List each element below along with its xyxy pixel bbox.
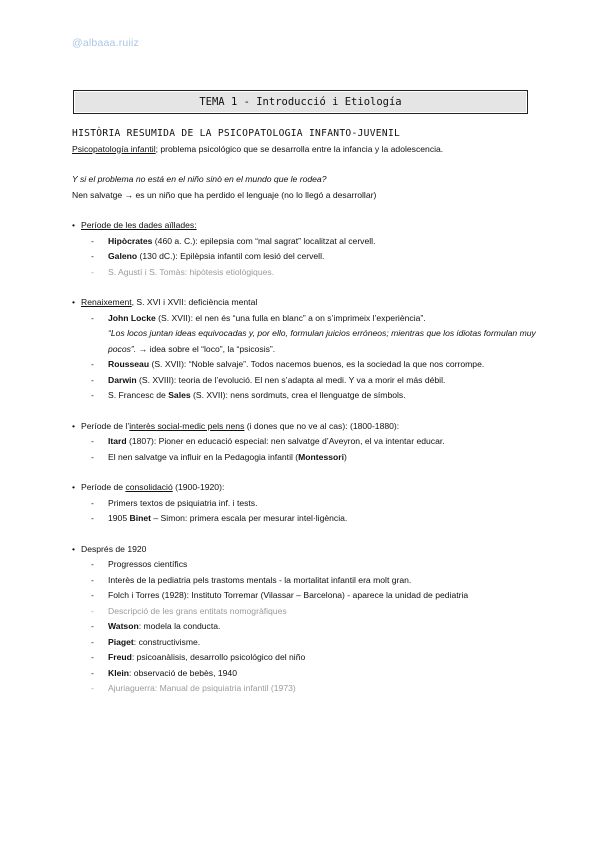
document-body <box>72 126 542 697</box>
period-isolated-data <box>72 218 542 280</box>
list-item: - El nen salvatge va influir en la Pedagogia infantil (Montessori) <box>91 451 347 462</box>
period-title: Renaixement <box>81 297 132 307</box>
author-watermark: @albaaa.ruiiz <box>72 37 139 49</box>
list-item: - Klein: observació de bebès, 1940 <box>91 667 237 678</box>
list-item: - Watson: modela la conducta. <box>91 621 221 631</box>
list-item: - S. Francesc de Sales (S. XVII): nens sordmuts, crea el llenguatge de símbols. <box>91 390 406 400</box>
period-after-1920 <box>72 542 542 697</box>
period-title: consolidació <box>125 482 173 492</box>
bullet-icon: • <box>72 220 76 230</box>
definition <box>72 142 542 158</box>
question: Y si el problema no está en el niño sinò en el mundo que le rodea? <box>72 174 327 184</box>
list-item: - Ajuriaguerra: Manual de psiquiatria infantil (1973) <box>91 683 296 693</box>
definition-term: Psicopatología infantil <box>72 143 156 154</box>
list-item: - Interès de la pediatria pels trastoms mentals - la mortalitat infantil era molt gran. <box>91 574 412 585</box>
list-item: - Hipòcrates (460 a. C.): epilepsia com “mal sagrat” localitzat al cervell. <box>91 235 376 246</box>
list-item: - S. Agustí i S. Tomàs: hipòtesis etiològiques. <box>91 266 275 277</box>
bullet-icon: • <box>72 297 76 307</box>
period-title: interès social-medic pels nens <box>129 420 245 431</box>
list-item: - 1905 Binet – Simon: primera escala per mesurar intel·ligència. <box>91 513 348 523</box>
list-item: - Progressos científics <box>91 559 188 569</box>
definition-text: ; problema psicológico que se desarrolla entre la infancia y la adolescencia. <box>155 143 444 154</box>
page-title: TEMA 1 - Introducció i Etiología <box>73 90 528 114</box>
list-item: - Darwin (S. XVIII): teoria de l’evolució. El nen s’adapta al medi. Y va a morir el más débil. <box>91 374 446 385</box>
list-item: - John Locke (S. XVII): el nen és “una fulla en blanc” a on s’imprimeix l’experiència”. “Los locos juntan ideas equivocadas y, por ello, formulan juicios erróneos; mientras que los idiotas formulan muy pocos”. → idea sobre el “loco”, la “psicosis”. <box>91 312 536 354</box>
list-item: - Itard (1807): Pioner en educació especial: nen salvatge d’Aveyron, el va intentar educar. <box>91 436 445 446</box>
bullet-icon: • <box>72 482 76 492</box>
list-item: - Rousseau (S. XVII): “Noble salvaje”. Todos nacemos buenos, es la sociedad la que nos corrompe. <box>91 359 485 369</box>
list-item: - Freud: psicoanàlisis, desarrollo psicológico del niño <box>91 652 306 662</box>
list-item: - Descripció de les grans entitats nomogràfiques <box>91 605 287 616</box>
list-item: - Piaget: constructivisme. <box>91 636 201 647</box>
list-item: - Primers textos de psiquiatria inf. i tests. <box>91 497 258 508</box>
bullet-icon: • <box>72 543 76 554</box>
section-heading: HISTÒRIA RESUMIDA DE LA PSICOPATOLOGIA INFANTO-JUVENIL <box>72 128 401 139</box>
period-title: Després de 1920 <box>81 543 147 554</box>
period-title: Període de les dades aïllades: <box>81 220 197 230</box>
list-item: - Galeno (130 dC.): Epilèpsia infantil com lesió del cervell. <box>91 251 325 261</box>
period-renaissance: • Renaixement, S. XVI i XVII: deficiència mental - John Locke (S. XVII): el nen és “una fulla en blanc” a on s’imprimeix l’experiència”. “Los locos juntan ideas equivocadas y, por ello, formulan juicios erróneos; mientras que los idiotas formulan muy pocos”. → idea sobre el “loco”, la “psicosis”. - Rousseau (S. XVII): “Noble salvaje”. Todos nacemos buenos, es la sociedad la que nos corrompe. - Darwin (S. XVIII): teoria de l’evolució. El nen s’adapta al medi. Y va a morir el más débil. - S. Francesc de Sales (S. XVII): nens sordmuts, crea el llenguatge de símbols. <box>72 295 542 404</box>
period-social-medical-interest: • Període de l’interès social-medic pels nens (i dones que no ve al cas): (1800-1880): - Itard (1807): Pioner en educació especial: nen salvatge d’Aveyron, el va intentar educar. - El nen salvatge va influir en la Pedagogia infantil (Montessori) <box>72 419 542 466</box>
period-consolidation: • Període de consolidació (1900-1920): - Primers textos de psiquiatria inf. i tests. - 1905 Binet – Simon: primera escala per mesurar intel·ligència. <box>72 480 542 527</box>
list-item: - Folch i Torres (1928): Instituto Torremar (Vilassar – Barcelona) - aparece la unidad de pediatria <box>91 590 469 600</box>
bullet-icon: • <box>72 420 76 431</box>
example: Nen salvatge → es un niño que ha perdido el lenguaje (no lo llegó a desarrollar) <box>72 189 377 200</box>
